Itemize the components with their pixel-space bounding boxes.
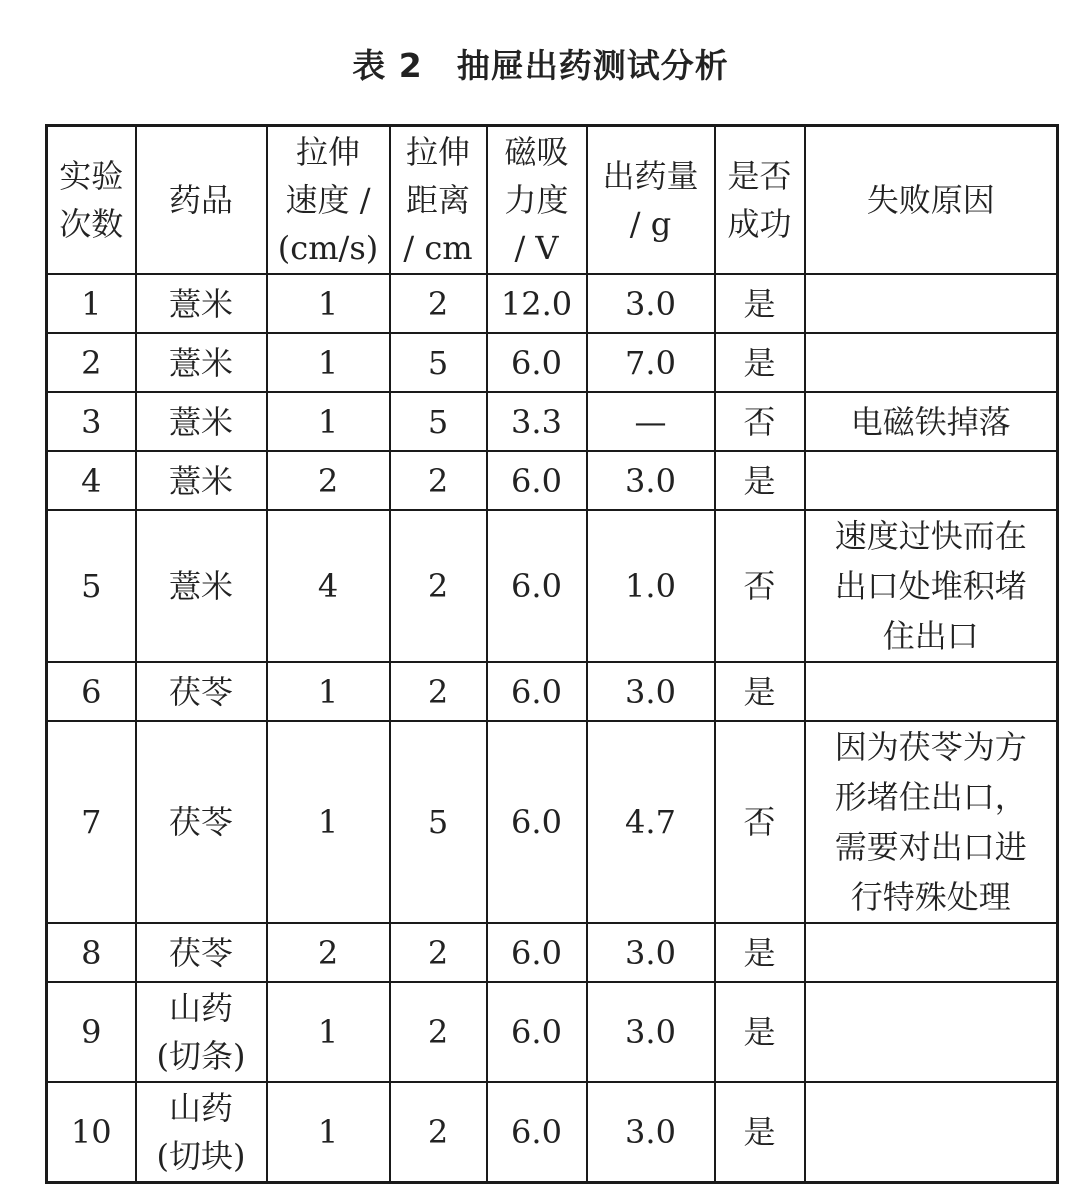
drug-cell-line: 山药 bbox=[168, 1088, 233, 1127]
trial-number-cell: 4 bbox=[47, 451, 136, 510]
speed-cell: 1 bbox=[267, 333, 390, 392]
speed-cell: 1 bbox=[267, 392, 390, 451]
speed-cell: 4 bbox=[267, 510, 390, 662]
header-text-line: (cm/s) bbox=[277, 229, 379, 267]
distance-cell: 5 bbox=[390, 333, 487, 392]
header-text-line: 失败原因 bbox=[866, 181, 995, 219]
speed-cell: 1 bbox=[267, 662, 390, 721]
failure-reason-cell-line: 形堵住出口， bbox=[834, 778, 1027, 816]
table-row bbox=[47, 982, 1058, 1082]
speed-cell: 2 bbox=[267, 451, 390, 510]
drug-cell-line: (切块) bbox=[156, 1136, 246, 1175]
drug-cell-line: 茯苓 bbox=[168, 672, 233, 711]
success-cell: 是 bbox=[715, 451, 805, 510]
drug-cell bbox=[136, 923, 267, 982]
drug-cell bbox=[136, 274, 267, 333]
distance-cell: 2 bbox=[390, 1082, 487, 1182]
force-cell: 6.0 bbox=[487, 333, 587, 392]
amount-cell: 3.0 bbox=[587, 662, 715, 721]
failure-reason-cell-line: 出口处堆积堵 bbox=[834, 567, 1027, 605]
failure-reason-cell-line: 行特殊处理 bbox=[850, 878, 1011, 916]
failure-reason-cell bbox=[805, 274, 1058, 333]
table-row bbox=[47, 333, 1058, 392]
header-text-line: 拉伸 bbox=[295, 133, 360, 171]
distance-cell: 5 bbox=[390, 721, 487, 923]
header-text-line: 出药量 bbox=[602, 157, 699, 195]
header-text-line: / cm bbox=[403, 229, 473, 267]
failure-reason-cell bbox=[805, 451, 1058, 510]
drug-cell bbox=[136, 1082, 267, 1182]
force-cell: 6.0 bbox=[487, 1082, 587, 1182]
drug-cell bbox=[136, 333, 267, 392]
amount-cell: 7.0 bbox=[587, 333, 715, 392]
failure-reason-cell bbox=[805, 1082, 1058, 1182]
drug-cell bbox=[136, 662, 267, 721]
force-cell: 6.0 bbox=[487, 721, 587, 923]
drug-cell-line: 薏米 bbox=[168, 284, 233, 323]
speed-cell: 2 bbox=[267, 923, 390, 982]
table-caption bbox=[0, 40, 1081, 87]
header-text-line: 磁吸 bbox=[504, 133, 569, 171]
force-cell: 6.0 bbox=[487, 982, 587, 1082]
distance-cell: 2 bbox=[390, 662, 487, 721]
trial-number-cell: 3 bbox=[47, 392, 136, 451]
table-number: 表 2 bbox=[352, 46, 423, 85]
trial-number-cell: 9 bbox=[47, 982, 136, 1082]
header-force bbox=[487, 126, 587, 275]
drug-cell-line: 山药 bbox=[168, 989, 233, 1027]
success-cell: 是 bbox=[715, 662, 805, 721]
header-reason bbox=[805, 126, 1058, 275]
header-amount bbox=[587, 126, 715, 275]
table-title: 抽屉出药测试分析 bbox=[456, 46, 729, 85]
failure-reason-cell-line: 速度过快而在 bbox=[834, 517, 1027, 555]
table-row bbox=[47, 721, 1058, 923]
failure-reason-cell-line: 住出口 bbox=[882, 617, 979, 655]
distance-cell: 2 bbox=[390, 510, 487, 662]
amount-cell: 3.0 bbox=[587, 923, 715, 982]
failure-reason-cell-line: 因为茯苓为方 bbox=[834, 728, 1027, 766]
header-text-line: 成功 bbox=[727, 205, 792, 243]
speed-cell: 1 bbox=[267, 1082, 390, 1182]
failure-reason-cell bbox=[805, 510, 1058, 662]
failure-reason-cell bbox=[805, 721, 1058, 923]
speed-cell: 1 bbox=[267, 982, 390, 1082]
distance-cell: 5 bbox=[390, 392, 487, 451]
failure-reason-cell-line: 电磁铁掉落 bbox=[850, 402, 1011, 441]
header-speed bbox=[267, 126, 390, 275]
header-text-line: 力度 bbox=[504, 181, 569, 219]
amount-cell: 1.0 bbox=[587, 510, 715, 662]
table-body bbox=[47, 274, 1058, 1182]
table-row bbox=[47, 392, 1058, 451]
trial-number-cell: 7 bbox=[47, 721, 136, 923]
header-text-line: / V bbox=[514, 229, 559, 267]
drug-cell bbox=[136, 982, 267, 1082]
header-distance bbox=[390, 126, 487, 275]
success-cell: 否 bbox=[715, 510, 805, 662]
table-row bbox=[47, 510, 1058, 662]
drug-cell-line: 薏米 bbox=[168, 567, 233, 605]
trial-number-cell: 2 bbox=[47, 333, 136, 392]
table-row bbox=[47, 662, 1058, 721]
force-cell: 6.0 bbox=[487, 510, 587, 662]
success-cell: 是 bbox=[715, 274, 805, 333]
drug-cell-line: 薏米 bbox=[168, 402, 233, 441]
header-drug bbox=[136, 126, 267, 275]
drug-cell-line: 薏米 bbox=[168, 343, 233, 382]
header-row bbox=[47, 126, 1058, 275]
header-text-line: 是否 bbox=[727, 157, 792, 195]
header-text-line: 实验 bbox=[59, 157, 124, 195]
table-row bbox=[47, 923, 1058, 982]
speed-cell: 1 bbox=[267, 274, 390, 333]
amount-cell: 3.0 bbox=[587, 274, 715, 333]
drug-cell-line: (切条) bbox=[156, 1037, 246, 1075]
success-cell: 否 bbox=[715, 721, 805, 923]
table-row bbox=[47, 274, 1058, 333]
table-row bbox=[47, 451, 1058, 510]
drawer-dispensing-test-table bbox=[45, 124, 1059, 1184]
failure-reason-cell bbox=[805, 392, 1058, 451]
amount-cell: — bbox=[587, 392, 715, 451]
table-row bbox=[47, 1082, 1058, 1182]
speed-cell: 1 bbox=[267, 721, 390, 923]
drug-cell-line: 茯苓 bbox=[168, 803, 233, 841]
header-trial bbox=[47, 126, 136, 275]
distance-cell: 2 bbox=[390, 274, 487, 333]
failure-reason-cell bbox=[805, 662, 1058, 721]
success-cell: 是 bbox=[715, 1082, 805, 1182]
failure-reason-cell bbox=[805, 923, 1058, 982]
success-cell: 是 bbox=[715, 982, 805, 1082]
drug-cell-line: 茯苓 bbox=[168, 933, 233, 972]
force-cell: 6.0 bbox=[487, 662, 587, 721]
force-cell: 3.3 bbox=[487, 392, 587, 451]
drug-cell bbox=[136, 451, 267, 510]
force-cell: 6.0 bbox=[487, 923, 587, 982]
drug-cell bbox=[136, 392, 267, 451]
header-text-line: 速度 / bbox=[285, 181, 371, 219]
trial-number-cell: 10 bbox=[47, 1082, 136, 1182]
distance-cell: 2 bbox=[390, 982, 487, 1082]
trial-number-cell: 5 bbox=[47, 510, 136, 662]
force-cell: 6.0 bbox=[487, 451, 587, 510]
header-text-line: 次数 bbox=[59, 205, 124, 243]
trial-number-cell: 6 bbox=[47, 662, 136, 721]
failure-reason-cell bbox=[805, 982, 1058, 1082]
drug-cell bbox=[136, 510, 267, 662]
failure-reason-cell bbox=[805, 333, 1058, 392]
header-text-line: 拉伸 bbox=[405, 133, 470, 171]
distance-cell: 2 bbox=[390, 923, 487, 982]
drug-cell bbox=[136, 721, 267, 923]
trial-number-cell: 1 bbox=[47, 274, 136, 333]
trial-number-cell: 8 bbox=[47, 923, 136, 982]
drug-cell-line: 薏米 bbox=[168, 461, 233, 500]
amount-cell: 3.0 bbox=[587, 982, 715, 1082]
header-success bbox=[715, 126, 805, 275]
amount-cell: 3.0 bbox=[587, 451, 715, 510]
header-text-line: 药品 bbox=[168, 181, 233, 219]
force-cell: 12.0 bbox=[487, 274, 587, 333]
amount-cell: 4.7 bbox=[587, 721, 715, 923]
header-text-line: / g bbox=[629, 205, 672, 243]
success-cell: 是 bbox=[715, 923, 805, 982]
distance-cell: 2 bbox=[390, 451, 487, 510]
header-text-line: 距离 bbox=[405, 181, 470, 219]
success-cell: 否 bbox=[715, 392, 805, 451]
amount-cell: 3.0 bbox=[587, 1082, 715, 1182]
success-cell: 是 bbox=[715, 333, 805, 392]
failure-reason-cell-line: 需要对出口进 bbox=[834, 828, 1027, 866]
